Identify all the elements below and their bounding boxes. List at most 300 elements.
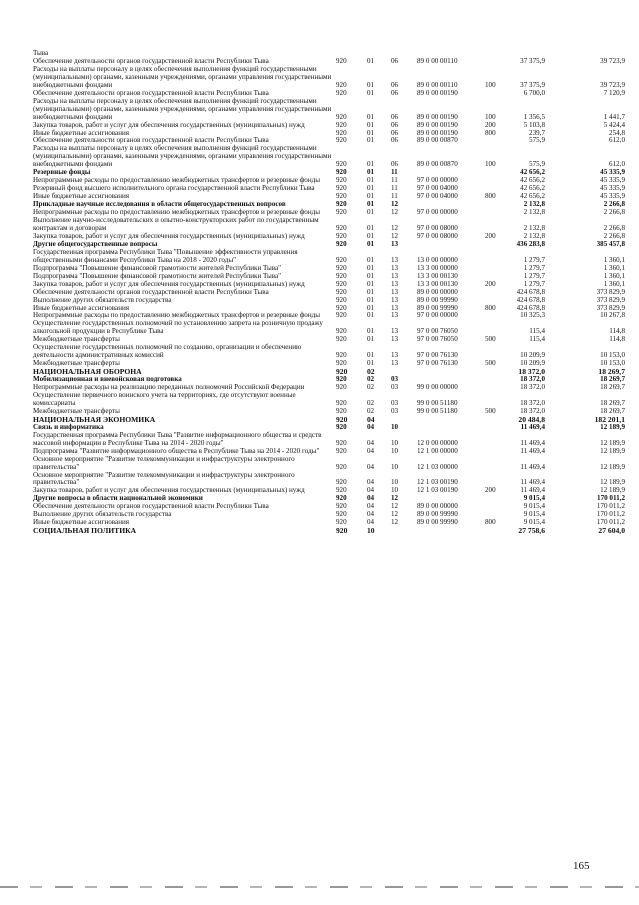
col-grbs: 920 <box>336 486 347 495</box>
row-name: Резервные фонды <box>33 168 91 177</box>
col-razdel: 01 <box>367 56 375 65</box>
col-sum-year-1: 9 015,4 <box>523 494 545 503</box>
col-target-article: 89 0 00 00110 <box>417 56 458 65</box>
col-target-article: 12 1 00 00000 <box>417 446 458 455</box>
table-row <box>33 344 633 360</box>
col-razdel: 04 <box>367 518 375 527</box>
row-name: Подпрограмма "Повышение финансовой грамотности жителей Республики Тыва" <box>33 271 282 280</box>
col-sum-year-2: 18 269,7 <box>600 383 625 392</box>
col-sum-year-1: 1 279,7 <box>523 271 545 280</box>
col-grbs: 920 <box>336 239 347 248</box>
col-sum-year-2: 45 335,9 <box>600 184 625 193</box>
row-name: Обеспечение деятельности органов государственной власти Республики Тыва <box>33 502 269 511</box>
col-grbs: 920 <box>336 208 347 217</box>
col-sum-year-1: 42 656,2 <box>520 176 545 185</box>
row-name: Иные бюджетные ассигнования <box>33 303 130 312</box>
col-sum-year-2: 2 266,8 <box>603 223 625 232</box>
col-sum-year-1: 11 469,4 <box>520 422 545 431</box>
col-sum-year-1: 2 132,8 <box>523 223 545 232</box>
col-grbs: 920 <box>336 160 347 169</box>
row-name: Закупка товаров, работ и услуг для обеспечения государственных (муниципальных) нужд <box>33 120 305 129</box>
col-expense-type: 800 <box>485 518 496 527</box>
col-podrazdel: 13 <box>391 295 399 304</box>
col-razdel: 04 <box>367 446 375 455</box>
col-razdel: 01 <box>367 287 375 296</box>
col-razdel: 10 <box>367 526 375 536</box>
col-sum-year-2: 1 360,1 <box>603 279 625 288</box>
row-name: Межбюджетные трансферты <box>33 335 120 344</box>
col-razdel: 04 <box>367 414 375 424</box>
row-name: НАЦИОНАЛЬНАЯ ОБОРОНА <box>33 367 142 377</box>
col-razdel: 04 <box>367 494 375 503</box>
row-name: Осуществление государственных полномочий по созданию, организации и обеспечению деятельности административных комиссий <box>33 343 302 360</box>
row-name: Закупка товаров, работ и услуг для обеспечения государственных (муниципальных) нужд <box>33 231 305 240</box>
col-podrazdel: 06 <box>391 128 399 137</box>
col-grbs: 920 <box>336 112 347 121</box>
col-podrazdel: 13 <box>391 279 399 288</box>
scan-edge-artifact <box>0 886 639 888</box>
col-sum-year-2: 385 457,8 <box>596 239 625 248</box>
col-sum-year-1: 239,7 <box>529 128 545 137</box>
col-target-article: 89 0 00 00870 <box>417 136 458 145</box>
col-grbs: 920 <box>336 80 347 89</box>
col-target-article: 12 1 03 00000 <box>417 462 458 471</box>
col-sum-year-2: 18 269,7 <box>600 375 625 384</box>
col-sum-year-2: 10 153,0 <box>600 359 625 368</box>
col-sum-year-1: 2 132,8 <box>523 208 545 217</box>
col-sum-year-1: 436 283,8 <box>516 239 545 248</box>
col-sum-year-2: 7 120,9 <box>603 88 625 97</box>
col-podrazdel: 03 <box>391 406 399 415</box>
col-sum-year-1: 10 325,3 <box>520 311 545 320</box>
col-sum-year-1: 575,9 <box>529 160 545 169</box>
col-grbs: 920 <box>336 120 347 129</box>
col-sum-year-2: 39 723,9 <box>600 56 625 65</box>
row-name: Непрограммные расходы по предоставлению межбюджетных трансфертов и резервные фонды <box>33 311 321 320</box>
col-sum-year-2: 45 335,9 <box>600 192 625 201</box>
col-sum-year-1: 11 469,4 <box>520 478 545 487</box>
row-name: Другие общегосударственные вопросы <box>33 239 158 248</box>
col-target-article: 12 1 03 00190 <box>417 478 458 487</box>
col-target-article: 89 0 00 99990 <box>417 510 458 519</box>
col-expense-type: 100 <box>485 112 496 121</box>
col-target-article: 89 0 00 00190 <box>417 120 458 129</box>
col-podrazdel: 10 <box>391 446 399 455</box>
col-podrazdel: 03 <box>391 383 399 392</box>
col-razdel: 01 <box>367 192 375 201</box>
col-podrazdel: 06 <box>391 136 399 145</box>
col-grbs: 920 <box>336 287 347 296</box>
col-expense-type: 800 <box>485 128 496 137</box>
row-name: Расходы на выплаты персоналу в целях обеспечения выполнения функций государственными (муниципальными) органами, казенными учреждениями, органами управления государственными внебюджетными фондами <box>33 144 332 169</box>
row-name: СОЦИАЛЬНАЯ ПОЛИТИКА <box>33 526 137 536</box>
col-sum-year-1: 18 372,0 <box>520 375 545 384</box>
row-name: Связь и информатика <box>33 422 104 431</box>
col-target-article: 89 0 00 99990 <box>417 295 458 304</box>
col-razdel: 02 <box>367 383 375 392</box>
table-row <box>33 320 633 336</box>
col-razdel: 01 <box>367 160 375 169</box>
col-sum-year-1: 42 656,2 <box>520 192 545 201</box>
col-sum-year-2: 170 011,2 <box>597 494 625 503</box>
row-name: Обеспечение деятельности органов государственной власти Республики Тыва <box>33 287 269 296</box>
col-sum-year-2: 182 201,1 <box>594 414 625 424</box>
col-podrazdel: 11 <box>391 192 398 201</box>
col-razdel: 01 <box>367 295 375 304</box>
col-podrazdel: 12 <box>391 208 399 217</box>
col-podrazdel: 13 <box>391 239 399 248</box>
col-podrazdel: 12 <box>391 200 399 209</box>
col-razdel: 01 <box>367 303 375 312</box>
col-razdel: 01 <box>367 223 375 232</box>
col-podrazdel: 10 <box>391 422 399 431</box>
col-target-article: 89 0 00 99990 <box>417 518 458 527</box>
col-sum-year-2: 1 441,7 <box>603 112 625 121</box>
row-name: Выполнение других обязательств государства <box>33 295 172 304</box>
col-grbs: 920 <box>336 351 347 360</box>
col-sum-year-1: 424 678,8 <box>516 303 545 312</box>
col-razdel: 01 <box>367 88 375 97</box>
row-name: Государственная программа Республики Тыва "Развитие информационного общества и средств массовой информации в Республике Тыва на 2014 - 2020 годы" <box>33 430 322 447</box>
row-name: Выполнение других обязательств государства <box>33 510 172 519</box>
col-grbs: 920 <box>336 231 347 240</box>
row-name: Расходы на выплаты персоналу в целях обеспечения выполнения функций государственными (муниципальными) органами, казенными учреждениями, органами управления государственными внебюджетными фондами <box>33 96 332 121</box>
col-sum-year-2: 39 723,9 <box>600 80 625 89</box>
col-sum-year-1: 42 656,2 <box>520 184 545 193</box>
row-name: Межбюджетные трансферты <box>33 406 120 415</box>
col-target-article: 97 0 00 08000 <box>417 223 458 232</box>
col-expense-type: 100 <box>485 160 496 169</box>
col-sum-year-2: 27 604,0 <box>598 526 625 536</box>
col-razdel: 02 <box>367 398 375 407</box>
row-name: Государственная программа Республики Тыва "Повышение эффективности управления общественными финансами Республики Тыва на 2018 - 2020 годы" <box>33 247 298 264</box>
col-sum-year-1: 42 656,2 <box>520 168 545 177</box>
col-grbs: 920 <box>336 311 347 320</box>
col-podrazdel: 06 <box>391 56 399 65</box>
col-sum-year-1: 1 279,7 <box>523 263 545 272</box>
col-sum-year-2: 18 269,7 <box>600 406 625 415</box>
col-sum-year-1: 6 700,0 <box>523 88 545 97</box>
col-sum-year-1: 11 469,4 <box>520 446 545 455</box>
col-podrazdel: 12 <box>391 518 399 527</box>
col-podrazdel: 11 <box>391 168 398 177</box>
col-target-article: 97 0 00 00000 <box>417 176 458 185</box>
col-sum-year-1: 5 103,8 <box>523 120 545 129</box>
table-row <box>33 392 633 408</box>
col-sum-year-1: 115,4 <box>529 327 545 336</box>
col-grbs: 920 <box>336 478 347 487</box>
col-sum-year-1: 11 469,4 <box>520 438 545 447</box>
col-expense-type: 200 <box>485 231 496 240</box>
col-podrazdel: 13 <box>391 303 399 312</box>
col-razdel: 01 <box>367 200 375 209</box>
col-target-article: 97 0 00 76130 <box>417 359 458 368</box>
col-sum-year-2: 12 189,9 <box>600 462 625 471</box>
col-razdel: 04 <box>367 478 375 487</box>
row-name: Обеспечение деятельности органов государственной власти Республики Тыва <box>33 88 269 97</box>
col-grbs: 920 <box>336 462 347 471</box>
col-grbs: 920 <box>336 255 347 264</box>
table-row <box>33 432 633 448</box>
col-sum-year-1: 1 279,7 <box>523 255 545 264</box>
col-razdel: 01 <box>367 176 375 185</box>
col-sum-year-1: 115,4 <box>529 335 545 344</box>
col-sum-year-2: 5 424,4 <box>603 120 625 129</box>
col-grbs: 920 <box>336 375 347 384</box>
col-sum-year-2: 373 829,9 <box>596 287 625 296</box>
col-target-article: 89 0 00 00000 <box>417 502 458 511</box>
row-name: Закупка товаров, работ и услуг для обеспечения государственных (муниципальных) нужд <box>33 279 305 288</box>
col-grbs: 920 <box>336 176 347 185</box>
col-target-article: 89 0 00 00190 <box>417 88 458 97</box>
col-target-article: 97 0 00 76050 <box>417 327 458 336</box>
table-row <box>33 527 633 535</box>
col-razdel: 01 <box>367 184 375 193</box>
col-podrazdel: 12 <box>391 223 399 232</box>
row-name: Расходы на выплаты персоналу в целях обеспечения выполнения функций государственными (муниципальными) органами, казенными учреждениями, органами управления государственными внебюджетными фондами <box>33 64 332 89</box>
col-razdel: 01 <box>367 120 375 129</box>
col-sum-year-2: 612,0 <box>609 136 625 145</box>
col-expense-type: 200 <box>485 120 496 129</box>
col-sum-year-2: 18 269,7 <box>600 398 625 407</box>
table-row <box>33 249 633 265</box>
row-name: Выполнение научно-исследовательских и опытно-конструкторских работ по государственным контрактам и договорам <box>33 216 319 232</box>
row-name: Подпрограмма "Развитие информационного общества в Республике Тыва на 2014 - 2020 годы" <box>33 446 320 455</box>
col-grbs: 920 <box>336 494 347 503</box>
col-sum-year-2: 18 269,7 <box>598 367 625 377</box>
col-sum-year-1: 18 372,0 <box>520 406 545 415</box>
col-grbs: 920 <box>336 518 347 527</box>
col-podrazdel: 03 <box>391 375 399 384</box>
col-grbs: 920 <box>336 406 347 415</box>
col-target-article: 99 0 00 00000 <box>417 383 458 392</box>
col-sum-year-2: 12 189,9 <box>600 486 625 495</box>
row-name: Иные бюджетные ассигнования <box>33 192 130 201</box>
col-grbs: 920 <box>336 414 348 424</box>
col-sum-year-2: 373 829,9 <box>596 303 625 312</box>
col-sum-year-1: 37 375,9 <box>520 56 545 65</box>
col-sum-year-1: 37 375,9 <box>520 80 545 89</box>
page-number: 165 <box>573 860 590 872</box>
col-razdel: 02 <box>367 367 375 377</box>
col-target-article: 97 0 00 04000 <box>417 192 458 201</box>
col-target-article: 12 0 00 00000 <box>417 438 458 447</box>
col-podrazdel: 13 <box>391 311 399 320</box>
col-sum-year-1: 1 356,5 <box>523 112 545 121</box>
col-podrazdel: 10 <box>391 486 399 495</box>
col-grbs: 920 <box>336 88 347 97</box>
col-razdel: 01 <box>367 239 375 248</box>
col-sum-year-1: 9 015,4 <box>523 510 545 519</box>
col-grbs: 920 <box>336 510 347 519</box>
col-target-article: 97 0 00 00000 <box>417 311 458 320</box>
col-podrazdel: 13 <box>391 351 399 360</box>
col-grbs: 920 <box>336 192 347 201</box>
col-target-article: 97 0 00 04000 <box>417 184 458 193</box>
col-target-article: 97 0 00 08000 <box>417 231 458 240</box>
row-name: Мобилизационная и вневойсковая подготовка <box>33 375 182 384</box>
col-razdel: 01 <box>367 327 375 336</box>
col-target-article: 89 0 00 00870 <box>417 160 458 169</box>
col-sum-year-2: 10 267,8 <box>600 311 625 320</box>
col-sum-year-1: 18 372,0 <box>520 383 545 392</box>
col-sum-year-2: 45 335,9 <box>600 176 625 185</box>
col-target-article: 13 0 00 00000 <box>417 255 458 264</box>
row-name: Основное мероприятие "Развитие телекоммуникации и инфраструктуры электронного правительства" <box>33 470 295 487</box>
col-grbs: 920 <box>336 200 347 209</box>
col-sum-year-2: 254,8 <box>609 128 625 137</box>
col-sum-year-2: 612,0 <box>609 160 625 169</box>
col-target-article: 97 0 00 76130 <box>417 351 458 360</box>
col-grbs: 920 <box>336 279 347 288</box>
col-razdel: 02 <box>367 406 375 415</box>
col-sum-year-1: 575,9 <box>529 136 545 145</box>
col-expense-type: 200 <box>485 486 496 495</box>
col-sum-year-2: 12 189,9 <box>600 438 625 447</box>
col-podrazdel: 13 <box>391 287 399 296</box>
col-razdel: 04 <box>367 510 375 519</box>
col-target-article: 89 0 00 00190 <box>417 128 458 137</box>
col-target-article: 89 0 00 00190 <box>417 112 458 121</box>
col-podrazdel: 03 <box>391 398 399 407</box>
col-razdel: 04 <box>367 438 375 447</box>
col-grbs: 920 <box>336 136 347 145</box>
table-row <box>33 456 633 472</box>
col-razdel: 01 <box>367 208 375 217</box>
col-podrazdel: 06 <box>391 80 399 89</box>
row-name: Тыва <box>33 49 49 57</box>
table-row <box>33 66 633 90</box>
col-sum-year-1: 10 209,9 <box>520 351 545 360</box>
table-row <box>33 98 633 122</box>
col-grbs: 920 <box>336 446 347 455</box>
col-grbs: 920 <box>336 502 347 511</box>
col-sum-year-2: 114,8 <box>609 335 625 344</box>
col-grbs: 920 <box>336 335 347 344</box>
col-podrazdel: 11 <box>391 184 398 193</box>
col-expense-type: 800 <box>485 192 496 201</box>
col-podrazdel: 13 <box>391 255 399 264</box>
col-razdel: 01 <box>367 351 375 360</box>
col-sum-year-1: 2 132,8 <box>523 200 545 209</box>
col-sum-year-1: 2 132,8 <box>523 231 545 240</box>
col-sum-year-2: 1 360,1 <box>603 271 625 280</box>
col-podrazdel: 06 <box>391 112 399 121</box>
table-row <box>33 217 633 233</box>
col-target-article: 97 0 00 76050 <box>417 335 458 344</box>
row-name: Подпрограмма "Повышение финансовой грамотности жителей Республики Тыва" <box>33 263 282 272</box>
col-sum-year-1: 424 678,8 <box>516 295 545 304</box>
col-podrazdel: 06 <box>391 120 399 129</box>
col-sum-year-2: 45 335,9 <box>600 168 625 177</box>
col-razdel: 01 <box>367 112 375 121</box>
col-sum-year-2: 2 266,8 <box>603 208 625 217</box>
row-name: Обеспечение деятельности органов государственной власти Республики Тыва <box>33 56 269 65</box>
col-target-article: 13 3 00 00130 <box>417 279 458 288</box>
col-razdel: 01 <box>367 279 375 288</box>
col-sum-year-1: 1 279,7 <box>523 279 545 288</box>
col-expense-type: 500 <box>485 406 496 415</box>
col-razdel: 01 <box>367 263 375 272</box>
col-podrazdel: 12 <box>391 510 399 519</box>
row-name: Непрограммные расходы по предоставлению межбюджетных трансфертов и резервные фонды <box>33 176 321 185</box>
col-grbs: 920 <box>336 526 348 536</box>
col-razdel: 01 <box>367 168 375 177</box>
col-sum-year-1: 20 484,8 <box>518 414 545 424</box>
row-name: Другие вопросы в области национальной экономики <box>33 494 203 503</box>
col-expense-type: 200 <box>485 279 496 288</box>
col-expense-type: 500 <box>485 359 496 368</box>
col-podrazdel: 13 <box>391 335 399 344</box>
col-sum-year-2: 170 011,2 <box>596 510 625 519</box>
col-grbs: 920 <box>336 303 347 312</box>
col-sum-year-2: 12 189,9 <box>600 422 625 431</box>
row-name: Резервный фонд высшего исполнительного органа государственной власти Республики Тыва <box>33 184 315 193</box>
col-target-article: 99 0 00 51180 <box>417 406 458 415</box>
col-podrazdel: 11 <box>391 176 398 185</box>
col-razdel: 01 <box>367 136 375 145</box>
col-razdel: 04 <box>367 462 375 471</box>
col-target-article: 89 0 00 99990 <box>417 303 458 312</box>
col-razdel: 02 <box>367 375 375 384</box>
col-grbs: 920 <box>336 168 347 177</box>
col-sum-year-2: 2 266,8 <box>603 200 625 209</box>
col-podrazdel: 06 <box>391 88 399 97</box>
col-expense-type: 100 <box>485 80 496 89</box>
col-grbs: 920 <box>336 327 347 336</box>
col-podrazdel: 10 <box>391 478 399 487</box>
col-sum-year-2: 170 011,2 <box>596 502 625 511</box>
row-name: Межбюджетные трансферты <box>33 359 120 368</box>
col-podrazdel: 13 <box>391 359 399 368</box>
col-grbs: 920 <box>336 422 347 431</box>
budget-table <box>33 50 633 535</box>
row-name: Осуществление первичного воинского учета на территориях, где отсутствуют военные комиссариаты <box>33 390 296 407</box>
col-target-article: 13 3 00 00000 <box>417 263 458 272</box>
col-razdel: 01 <box>367 255 375 264</box>
col-grbs: 920 <box>336 271 347 280</box>
col-target-article: 89 0 00 00000 <box>417 287 458 296</box>
col-sum-year-1: 27 758,6 <box>518 526 545 536</box>
col-podrazdel: 12 <box>391 494 399 503</box>
col-grbs: 920 <box>336 223 347 232</box>
col-sum-year-2: 170 011,2 <box>596 518 625 527</box>
col-sum-year-2: 12 189,9 <box>600 478 625 487</box>
col-sum-year-1: 10 209,9 <box>520 359 545 368</box>
col-razdel: 04 <box>367 486 375 495</box>
col-podrazdel: 13 <box>391 327 399 336</box>
col-target-article: 99 0 00 51180 <box>417 398 458 407</box>
col-podrazdel: 10 <box>391 438 399 447</box>
col-grbs: 920 <box>336 56 347 65</box>
row-name: Непрограммные расходы на реализацию переданных полномочий Российской Федерации <box>33 383 305 392</box>
col-grbs: 920 <box>336 383 347 392</box>
col-target-article: 97 0 00 00000 <box>417 208 458 217</box>
col-grbs: 920 <box>336 398 347 407</box>
col-sum-year-2: 373 829,9 <box>596 295 625 304</box>
col-razdel: 01 <box>367 271 375 280</box>
col-podrazdel: 12 <box>391 231 399 240</box>
row-name: Прикладные научные исследования в области общегосударственных вопросов <box>33 200 286 209</box>
col-razdel: 01 <box>367 128 375 137</box>
col-grbs: 920 <box>336 263 347 272</box>
col-razdel: 01 <box>367 231 375 240</box>
row-name: НАЦИОНАЛЬНАЯ ЭКОНОМИКА <box>33 414 156 424</box>
col-razdel: 04 <box>367 422 375 431</box>
col-podrazdel: 13 <box>391 263 399 272</box>
col-grbs: 920 <box>336 295 347 304</box>
col-sum-year-1: 11 469,4 <box>520 462 545 471</box>
